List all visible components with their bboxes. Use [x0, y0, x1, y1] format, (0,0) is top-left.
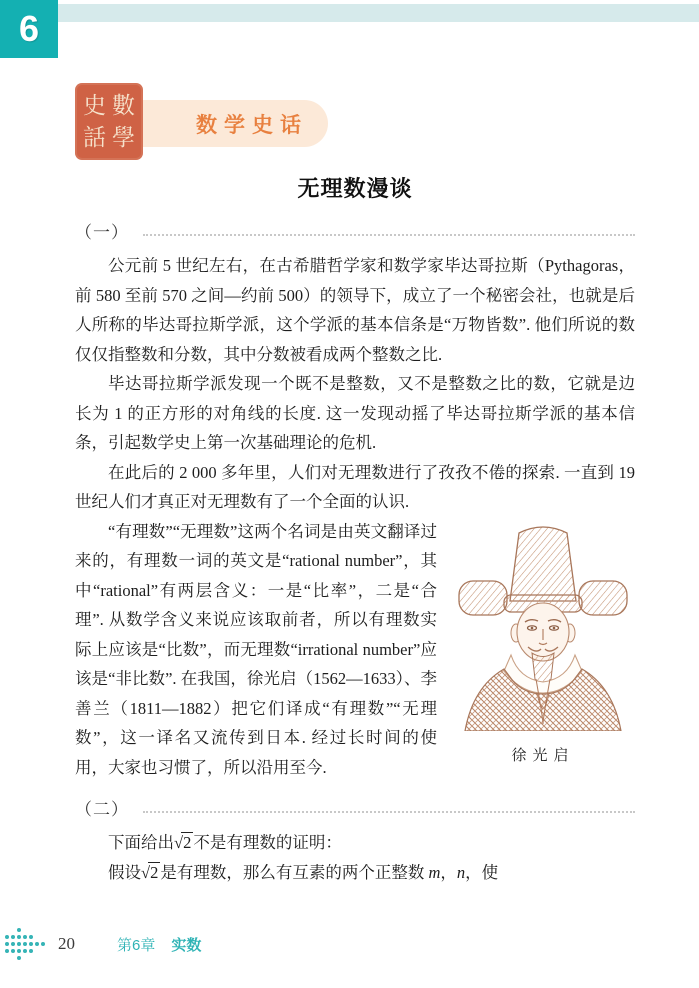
- proof-assumption-line: [75, 858, 635, 888]
- footer-dots-ornament: [2, 925, 48, 963]
- dotted-divider: [143, 811, 635, 813]
- section-marker-label: （一）: [75, 223, 129, 242]
- seal-char: 學: [112, 125, 135, 151]
- section-marker-2: [75, 796, 635, 820]
- top-accent-bar: [58, 4, 699, 22]
- dotted-divider: [143, 234, 635, 236]
- seal-stamp: [75, 83, 143, 160]
- paragraph: 在此后的 2 000 多年里，人们对无理数进行了孜孜不倦的探索. 一直到 19 世纪人们才真正对无理数有了一个全面的认识.: [75, 462, 635, 511]
- xu-guangqi-portrait-sketch: [457, 519, 629, 731]
- paragraph: “有理数”“无理数”这两个名词是由英文翻译过来的，有理数一词的英文是“rational number”，其中“rational”有两层含义：一是“比率”，二是“合理”. 从数学含义来说应该取前者，所以有理数实际上应该是“比数”，而无理数“irrational number”应该是“非比数”. 在我国，徐光启（1562—1633）、李善兰（1811—1882）把它们译成“有理数”“无理数”，这一译名又流传到日本. 经过长时间的使用，大家也习惯了，所以沿用至今.: [75, 521, 437, 777]
- chapter-label: 第6章: [117, 936, 156, 954]
- chapter-number-badge: 6: [0, 0, 58, 58]
- seal-char: 話: [83, 125, 106, 151]
- text-run: 下面给出: [108, 833, 174, 852]
- page-number: 20: [58, 934, 75, 953]
- text-run: 不是有理数的证明：: [193, 833, 342, 852]
- section-marker-label: （二）: [75, 800, 129, 819]
- sqrt-2: √2: [174, 833, 192, 852]
- brand-pill-label: 数学史话: [196, 113, 308, 137]
- section-marker-1: [75, 219, 635, 243]
- xu-guangqi-portrait-figure: [451, 519, 635, 765]
- text-run: 假设: [108, 862, 141, 882]
- section-1-body: [75, 251, 635, 782]
- sqrt-2: √2: [141, 862, 159, 882]
- seal-char: 數: [112, 92, 135, 118]
- variable-n: n: [456, 862, 466, 882]
- paragraph: 毕达哥拉斯学派发现一个既不是整数，又不是整数之比的数，它就是边长为 1 的正方形的对角线的长度. 这一发现动摇了毕达哥拉斯学派的基本信条，引起数学史上第一次基础理论的危机.: [75, 374, 635, 452]
- chapter-title: 实数: [171, 936, 202, 954]
- brand-pill: [115, 100, 328, 147]
- proof-intro-line: [75, 828, 635, 858]
- chapter-footer-label: [117, 934, 201, 955]
- text-run: 是有理数，那么有互素的两个正整数: [160, 862, 429, 882]
- variable-m: m: [428, 862, 441, 882]
- section-2-body: [75, 828, 635, 887]
- main-content: [75, 172, 635, 887]
- text-run: ，使: [465, 862, 499, 882]
- page-footer: [0, 924, 699, 964]
- seal-char: 史: [83, 92, 106, 118]
- portrait-caption: 徐光启: [511, 747, 575, 764]
- paragraph: 公元前 5 世纪左右，在古希腊哲学家和数学家毕达哥拉斯（Pythagoras，前 580 至前 570 之间—约前 500）的领导下，成立了一个秘密会社，也就是后人所称的毕达哥拉斯学派，这个学派的基本信条是“万物皆数”. 他们所说的数仅仅指整数和分数，其中分数被看成两个整数之比.: [75, 256, 635, 364]
- text-run: ，: [440, 862, 457, 882]
- page-title: 无理数漫谈: [297, 176, 413, 201]
